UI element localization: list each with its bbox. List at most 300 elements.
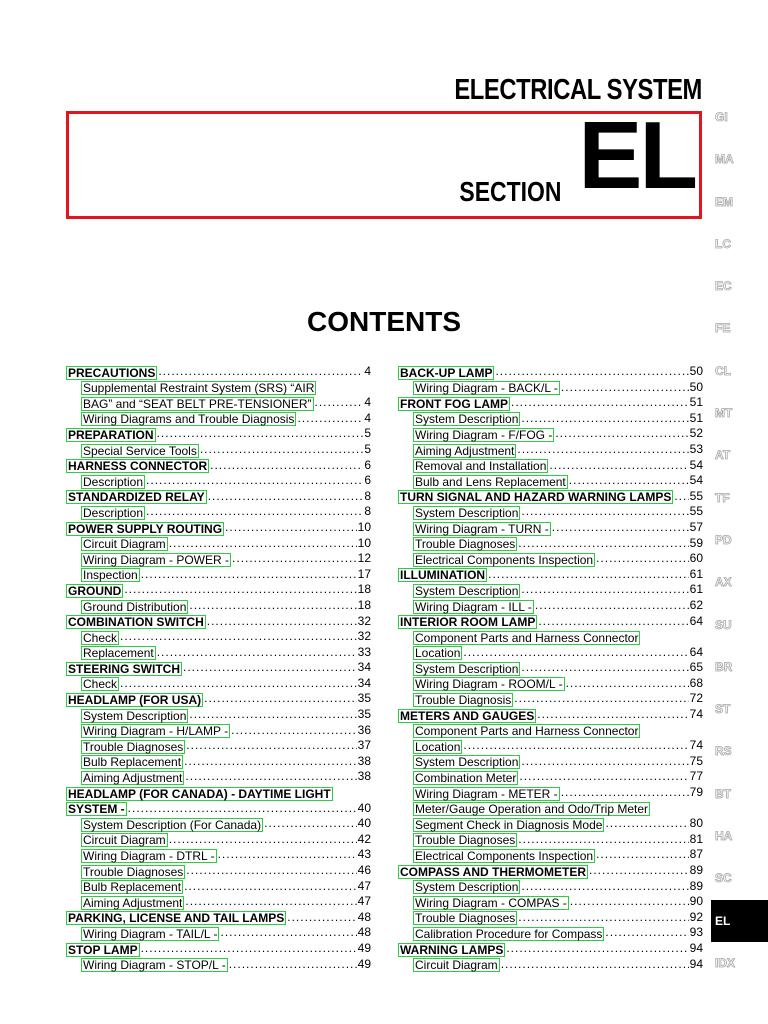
page-number: 90 — [689, 894, 703, 909]
toc-sub-entry — [66, 723, 371, 739]
toc-link[interactable]: COMPASS AND THERMOMETER — [400, 864, 586, 879]
toc-link[interactable]: Meter/Gauge Operation and Odo/Trip Meter — [415, 802, 649, 817]
toc-sub-entry — [398, 879, 703, 895]
dot-leader — [186, 863, 356, 879]
toc-link[interactable]: HARNESS CONNECTOR — [68, 459, 208, 474]
toc-heading-entry — [66, 691, 371, 707]
page-number: 68 — [689, 675, 703, 690]
page-number: 35 — [357, 707, 371, 722]
page-number: 47 — [357, 894, 371, 909]
toc-link[interactable]: Circuit Diagram — [83, 833, 166, 848]
toc-heading-entry — [66, 458, 371, 474]
toc-sub-entry — [66, 754, 371, 770]
page-number: 50 — [689, 364, 703, 378]
dot-leader — [537, 707, 688, 723]
toc-link[interactable]: STANDARDIZED RELAY — [68, 490, 205, 505]
toc-link[interactable]: PARKING, LICENSE AND TAIL LAMPS — [68, 911, 285, 926]
toc-sub-entry — [398, 551, 703, 567]
section-tab-el[interactable]: EL — [711, 900, 768, 942]
page-number: 32 — [357, 629, 371, 644]
toc-left-column — [66, 364, 371, 972]
toc-heading-entry — [66, 364, 371, 380]
toc-link[interactable]: Special Service Tools — [83, 443, 197, 458]
toc-sub-entry — [398, 426, 703, 442]
page-number: 38 — [357, 769, 371, 784]
page-number: 40 — [357, 800, 371, 815]
toc-sub-entry — [66, 504, 371, 520]
toc-sub-entry — [66, 551, 371, 567]
page-number: 36 — [357, 722, 371, 737]
toc-link[interactable]: METERS AND GAUGES — [400, 708, 535, 723]
dot-leader — [186, 738, 356, 754]
dot-leader — [120, 676, 357, 692]
page-number: 64 — [689, 613, 703, 628]
toc-sub-entry — [66, 380, 371, 396]
toc-link[interactable]: Trouble Diagnoses — [83, 739, 184, 754]
toc-sub-entry — [398, 629, 703, 645]
section-tab-pd[interactable]: PD — [715, 532, 732, 547]
toc-link[interactable]: BACK-UP LAMP — [400, 365, 493, 380]
toc-link[interactable]: PRECAUTIONS — [68, 365, 156, 380]
toc-link[interactable]: Wiring Diagram - H/LAMP - — [83, 724, 229, 739]
page-number: 5 — [364, 441, 371, 456]
page-number: 53 — [689, 441, 703, 456]
section-tab-mt[interactable]: MT — [715, 406, 733, 421]
page-number: 8 — [364, 488, 371, 503]
page-number: 4 — [364, 364, 371, 378]
dot-leader — [207, 614, 357, 630]
toc-link[interactable]: Wiring Diagram - F/FOG - — [415, 427, 553, 442]
page-number: 12 — [357, 551, 371, 566]
toc-sub-entry — [398, 442, 703, 458]
toc-link[interactable]: System Description — [415, 505, 519, 520]
toc-link[interactable]: GROUND — [68, 583, 122, 598]
page-number: 49 — [357, 940, 371, 955]
toc-sub-entry — [398, 645, 703, 661]
dot-leader — [463, 738, 688, 754]
page-number: 37 — [357, 738, 371, 753]
toc-link[interactable]: TURN SIGNAL AND HAZARD WARNING LAMPS — [400, 490, 672, 505]
dot-leader — [157, 645, 357, 661]
toc-link[interactable]: PREPARATION — [68, 427, 154, 442]
toc-link[interactable]: SYSTEM - — [68, 802, 125, 817]
toc-sub-entry — [398, 957, 703, 973]
toc-sub-entry — [66, 832, 371, 848]
page-number: 89 — [689, 863, 703, 877]
toc-link[interactable]: Check — [83, 677, 118, 692]
page-number: 10 — [357, 519, 371, 534]
toc-sub-entry — [66, 395, 371, 411]
dot-leader — [287, 910, 356, 926]
toc-link[interactable]: Wiring Diagram - BACK/L - — [415, 381, 558, 396]
toc-sub-entry — [398, 536, 703, 552]
page-number: 55 — [689, 504, 703, 519]
section-tab-at[interactable]: AT — [715, 448, 731, 463]
section-tab-idx[interactable]: IDX — [715, 955, 736, 970]
toc-sub-entry — [398, 582, 703, 598]
toc-sub-entry — [66, 879, 371, 895]
toc-link[interactable]: Wiring Diagram - METER - — [415, 786, 558, 801]
page-number: 35 — [357, 691, 371, 706]
section-tab-cl[interactable]: CL — [715, 363, 731, 378]
toc-heading-entry — [66, 660, 371, 676]
page-number: 94 — [689, 940, 703, 955]
toc-sub-entry — [398, 769, 703, 785]
toc-sub-entry — [398, 504, 703, 520]
toc-link[interactable]: Aiming Adjustment — [415, 443, 515, 458]
toc-heading-entry — [66, 582, 371, 598]
toc-link[interactable]: Trouble Diagnoses — [415, 911, 516, 926]
toc-link[interactable]: Supplemental Restraint System (SRS) “AIR — [83, 381, 315, 396]
dot-leader — [596, 847, 689, 863]
toc-sub-entry — [66, 769, 371, 785]
dot-leader — [184, 754, 357, 770]
page-number: 93 — [689, 925, 703, 940]
dot-leader — [555, 426, 688, 442]
page-number: 5 — [364, 426, 371, 441]
toc-sub-entry — [398, 411, 703, 427]
section-tab-st[interactable]: ST — [715, 702, 731, 717]
dot-leader — [189, 598, 356, 614]
toc-heading-entry — [66, 614, 371, 630]
toc-link[interactable]: Electrical Components Inspection — [415, 849, 594, 863]
section-tab-gi[interactable]: GI — [715, 110, 728, 124]
toc-link[interactable]: Bulb Replacement — [83, 880, 182, 895]
dot-leader — [519, 769, 688, 785]
toc-link[interactable]: BAG” and “SEAT BELT PRE-TENSIONER” — [83, 396, 312, 411]
toc-heading-entry — [66, 785, 371, 801]
toc-link[interactable]: Wiring Diagrams and Trouble Diagnosis — [83, 412, 295, 427]
toc-link[interactable]: System Description — [83, 708, 187, 723]
page-number: 80 — [689, 816, 703, 831]
section-tab-rs[interactable]: RS — [715, 744, 732, 759]
toc-sub-entry — [398, 925, 703, 941]
toc-link[interactable]: Location — [415, 646, 461, 661]
toc-link[interactable]: Description — [83, 474, 144, 489]
dot-leader — [514, 691, 688, 707]
page-number: 10 — [357, 535, 371, 550]
toc-heading-entry — [66, 941, 371, 957]
section-tab-su[interactable]: SU — [715, 617, 732, 632]
page-number: 54 — [689, 457, 703, 472]
dot-leader — [229, 957, 357, 973]
page-number: 47 — [357, 878, 371, 893]
toc-link[interactable]: STOP LAMP — [68, 942, 138, 957]
toc-link[interactable]: Wiring Diagram - ROOM/L - — [415, 677, 563, 692]
page-number: 75 — [689, 753, 703, 768]
section-code: EL — [578, 102, 695, 209]
toc-heading-entry — [66, 801, 371, 817]
dot-leader — [169, 832, 357, 848]
dot-leader — [605, 816, 688, 832]
dot-leader — [488, 567, 689, 583]
page-number: 92 — [689, 909, 703, 924]
dot-leader — [521, 411, 688, 427]
toc-sub-entry — [398, 847, 703, 863]
toc-link[interactable]: Wiring Diagram - TAIL/L - — [83, 926, 218, 941]
toc-link[interactable]: Trouble Diagnoses — [415, 833, 516, 848]
toc-link[interactable]: HEADLAMP (FOR CANADA) - DAYTIME LIGHT — [68, 786, 331, 801]
dot-leader — [297, 411, 363, 427]
toc-link[interactable]: Ground Distribution — [83, 599, 187, 614]
toc-link[interactable]: Trouble Diagnosis — [415, 693, 512, 708]
toc-link[interactable]: Circuit Diagram — [83, 537, 166, 552]
dot-leader — [185, 769, 356, 785]
page-number: 87 — [689, 847, 703, 862]
page-number: 52 — [689, 426, 703, 441]
page-number: 74 — [689, 707, 703, 722]
toc-link[interactable]: Trouble Diagnoses — [83, 864, 184, 879]
page-number: 46 — [357, 863, 371, 877]
toc-link[interactable]: System Description — [415, 583, 519, 598]
page-number: 55 — [689, 488, 703, 503]
dot-leader — [264, 816, 357, 832]
section-tab-ec[interactable]: EC — [715, 279, 732, 294]
section-tab-ma[interactable]: MA — [715, 152, 734, 167]
toc-link[interactable]: Electrical Components Inspection — [415, 552, 594, 567]
toc-link[interactable]: Component Parts and Harness Connector — [415, 630, 639, 645]
toc-link[interactable]: System Description (For Canada) — [83, 817, 262, 832]
dot-leader — [535, 598, 689, 614]
page-number: 61 — [689, 566, 703, 581]
dot-leader — [204, 691, 357, 707]
section-tab-fe[interactable]: FE — [715, 321, 731, 336]
toc-sub-entry — [66, 567, 371, 583]
dot-leader — [200, 442, 363, 458]
toc-sub-entry — [66, 536, 371, 552]
toc-heading-entry — [398, 614, 703, 630]
section-tab-ax[interactable]: AX — [715, 575, 732, 590]
page-number: 51 — [689, 395, 703, 410]
dot-leader — [561, 380, 689, 396]
toc-link[interactable]: Removal and Installation — [415, 459, 547, 474]
toc-sub-entry — [66, 847, 371, 863]
dot-leader — [315, 395, 364, 411]
dot-leader — [124, 582, 356, 598]
dot-leader — [521, 754, 688, 770]
toc-sub-entry — [66, 598, 371, 614]
toc-sub-entry — [66, 411, 371, 427]
page-number: 8 — [364, 504, 371, 519]
dot-leader — [463, 645, 688, 661]
page-number: 32 — [357, 613, 371, 628]
toc-sub-entry — [66, 676, 371, 692]
toc-sub-entry — [398, 723, 703, 739]
page-number: 62 — [689, 597, 703, 612]
page-number: 4 — [364, 410, 371, 425]
toc-link[interactable]: Check — [83, 630, 118, 645]
page-number: 38 — [357, 753, 371, 768]
toc-sub-entry — [398, 738, 703, 754]
toc-link[interactable]: FRONT FOG LAMP — [400, 396, 508, 411]
page-number: 65 — [689, 660, 703, 675]
page-number: 79 — [689, 785, 703, 800]
dot-leader — [521, 582, 688, 598]
toc-link[interactable]: HEADLAMP (FOR USA) — [68, 693, 202, 708]
page-number: 17 — [357, 566, 371, 581]
dot-leader — [674, 489, 688, 505]
toc-heading-entry — [66, 489, 371, 505]
contents-heading: CONTENTS — [307, 306, 461, 337]
dot-leader — [518, 536, 688, 552]
toc-sub-entry — [398, 676, 703, 692]
toc-link[interactable]: POWER SUPPLY ROUTING — [68, 521, 223, 536]
section-tab-br[interactable]: BR — [715, 659, 733, 674]
dot-leader — [169, 536, 357, 552]
toc-sub-entry — [66, 957, 371, 973]
page-number: 54 — [689, 473, 703, 488]
page-number: 48 — [357, 925, 371, 940]
dot-leader — [566, 676, 689, 692]
toc-link[interactable]: COMBINATION SWITCH — [68, 615, 204, 630]
toc-heading-entry — [398, 707, 703, 723]
section-tab-em[interactable]: EM — [715, 194, 733, 209]
toc-link[interactable]: Bulb and Lens Replacement — [415, 474, 566, 489]
page-number: 64 — [689, 644, 703, 659]
dot-leader — [231, 723, 357, 739]
toc-sub-entry — [66, 645, 371, 661]
page-number: 6 — [364, 457, 371, 472]
toc-link[interactable]: WARNING LAMPS — [400, 942, 504, 957]
dot-leader — [183, 660, 357, 676]
toc-sub-entry — [398, 832, 703, 848]
page-number: 60 — [689, 551, 703, 566]
dot-leader — [158, 364, 363, 380]
dot-leader — [141, 567, 357, 583]
toc-link[interactable]: INTERIOR ROOM LAMP — [400, 615, 536, 630]
toc-right-column — [398, 364, 703, 972]
dot-leader — [225, 520, 357, 536]
toc-sub-entry — [66, 738, 371, 754]
document-title: ELECTRICAL SYSTEM — [454, 74, 702, 106]
toc-heading-entry — [398, 941, 703, 957]
toc-heading-entry — [66, 426, 371, 442]
page-number: 59 — [689, 535, 703, 550]
toc-link[interactable]: System Description — [415, 412, 519, 427]
toc-sub-entry — [66, 863, 371, 879]
toc-heading-entry — [66, 910, 371, 926]
toc-link[interactable]: Inspection — [83, 568, 138, 583]
toc-sub-entry — [398, 816, 703, 832]
page-number: 33 — [357, 644, 371, 659]
page-number: 34 — [357, 675, 371, 690]
page-number: 4 — [364, 395, 371, 410]
dot-leader — [210, 458, 363, 474]
toc-sub-entry — [398, 785, 703, 801]
dot-leader — [157, 426, 364, 442]
toc-link[interactable]: STEERING SWITCH — [68, 661, 181, 676]
dot-leader — [218, 847, 357, 863]
toc-heading-entry — [398, 863, 703, 879]
toc-link[interactable]: Description — [83, 505, 144, 520]
dot-leader — [517, 442, 688, 458]
dot-leader — [538, 614, 688, 630]
toc-heading-entry — [66, 520, 371, 536]
toc-link[interactable]: Bulb Replacement — [83, 755, 182, 770]
dot-leader — [511, 395, 689, 411]
dot-leader — [570, 894, 689, 910]
toc-link[interactable]: Aiming Adjustment — [83, 895, 183, 910]
toc-link[interactable]: Wiring Diagram - STOP/L - — [83, 958, 226, 973]
toc-link[interactable]: Wiring Diagram - COMPAS - — [415, 895, 567, 910]
toc-link[interactable]: Circuit Diagram — [415, 958, 498, 973]
page-number: 34 — [357, 660, 371, 675]
toc-link[interactable]: Combination Meter — [415, 771, 517, 786]
page-number: 72 — [689, 691, 703, 706]
page-number: 43 — [357, 847, 371, 862]
toc-link[interactable]: Aiming Adjustment — [83, 771, 183, 786]
dot-leader — [141, 941, 357, 957]
toc-sub-entry — [398, 910, 703, 926]
toc-link[interactable]: Wiring Diagram - ILL - — [415, 599, 532, 614]
toc-heading-entry — [398, 567, 703, 583]
toc-sub-entry — [398, 894, 703, 910]
dot-leader — [232, 551, 357, 567]
section-tab-bt[interactable]: BT — [715, 786, 731, 801]
dot-leader — [552, 520, 689, 536]
toc-link[interactable]: System Description — [415, 755, 519, 770]
section-tab-ha[interactable]: HA — [715, 829, 733, 844]
dot-leader — [185, 894, 356, 910]
toc-link[interactable]: Component Parts and Harness Connector — [415, 724, 639, 739]
dot-leader — [549, 458, 688, 474]
toc-sub-entry — [398, 458, 703, 474]
page-number: 49 — [357, 956, 371, 971]
page-number: 48 — [357, 909, 371, 924]
toc-sub-entry — [66, 816, 371, 832]
section-tab-tf[interactable]: TF — [715, 490, 730, 505]
dot-leader — [189, 707, 356, 723]
toc-sub-entry — [398, 801, 703, 817]
toc-heading-entry — [398, 395, 703, 411]
dot-leader — [518, 832, 688, 848]
dot-leader — [518, 910, 688, 926]
toc-link[interactable]: System Description — [415, 661, 519, 676]
dot-leader — [506, 941, 688, 957]
toc-link[interactable]: Segment Check in Diagnosis Mode — [415, 817, 603, 832]
page-number: 77 — [689, 769, 703, 784]
page-number: 61 — [689, 582, 703, 597]
toc-link[interactable]: Wiring Diagram - POWER - — [83, 552, 230, 567]
page-number: 42 — [357, 831, 371, 846]
toc-sub-entry — [66, 629, 371, 645]
toc-sub-entry — [398, 660, 703, 676]
toc-sub-entry — [398, 754, 703, 770]
page-number: 18 — [357, 582, 371, 597]
toc-sub-entry — [66, 473, 371, 489]
toc-link[interactable]: ILLUMINATION — [400, 568, 486, 583]
section-tab-sc[interactable]: SC — [715, 871, 732, 886]
page-number: 51 — [689, 410, 703, 425]
toc-sub-entry — [66, 925, 371, 941]
toc-link[interactable]: Trouble Diagnoses — [415, 537, 516, 552]
toc-link[interactable]: Wiring Diagram - TURN - — [415, 521, 549, 536]
dot-leader — [120, 629, 357, 645]
toc-link[interactable]: Calibration Procedure for Compass — [415, 926, 603, 941]
dot-leader — [146, 473, 363, 489]
dot-leader — [184, 879, 357, 895]
dot-leader — [561, 785, 689, 801]
toc-link[interactable]: Location — [415, 739, 461, 754]
toc-link[interactable]: System Description — [415, 880, 519, 895]
toc-link[interactable]: Wiring Diagram - DTRL - — [83, 849, 215, 863]
toc-sub-entry — [398, 520, 703, 536]
toc-link[interactable]: Replacement — [83, 646, 154, 661]
section-label: SECTION — [458, 176, 561, 207]
dot-leader — [146, 504, 363, 520]
page-number: 94 — [689, 956, 703, 971]
section-tab-lc[interactable]: LC — [715, 236, 731, 251]
